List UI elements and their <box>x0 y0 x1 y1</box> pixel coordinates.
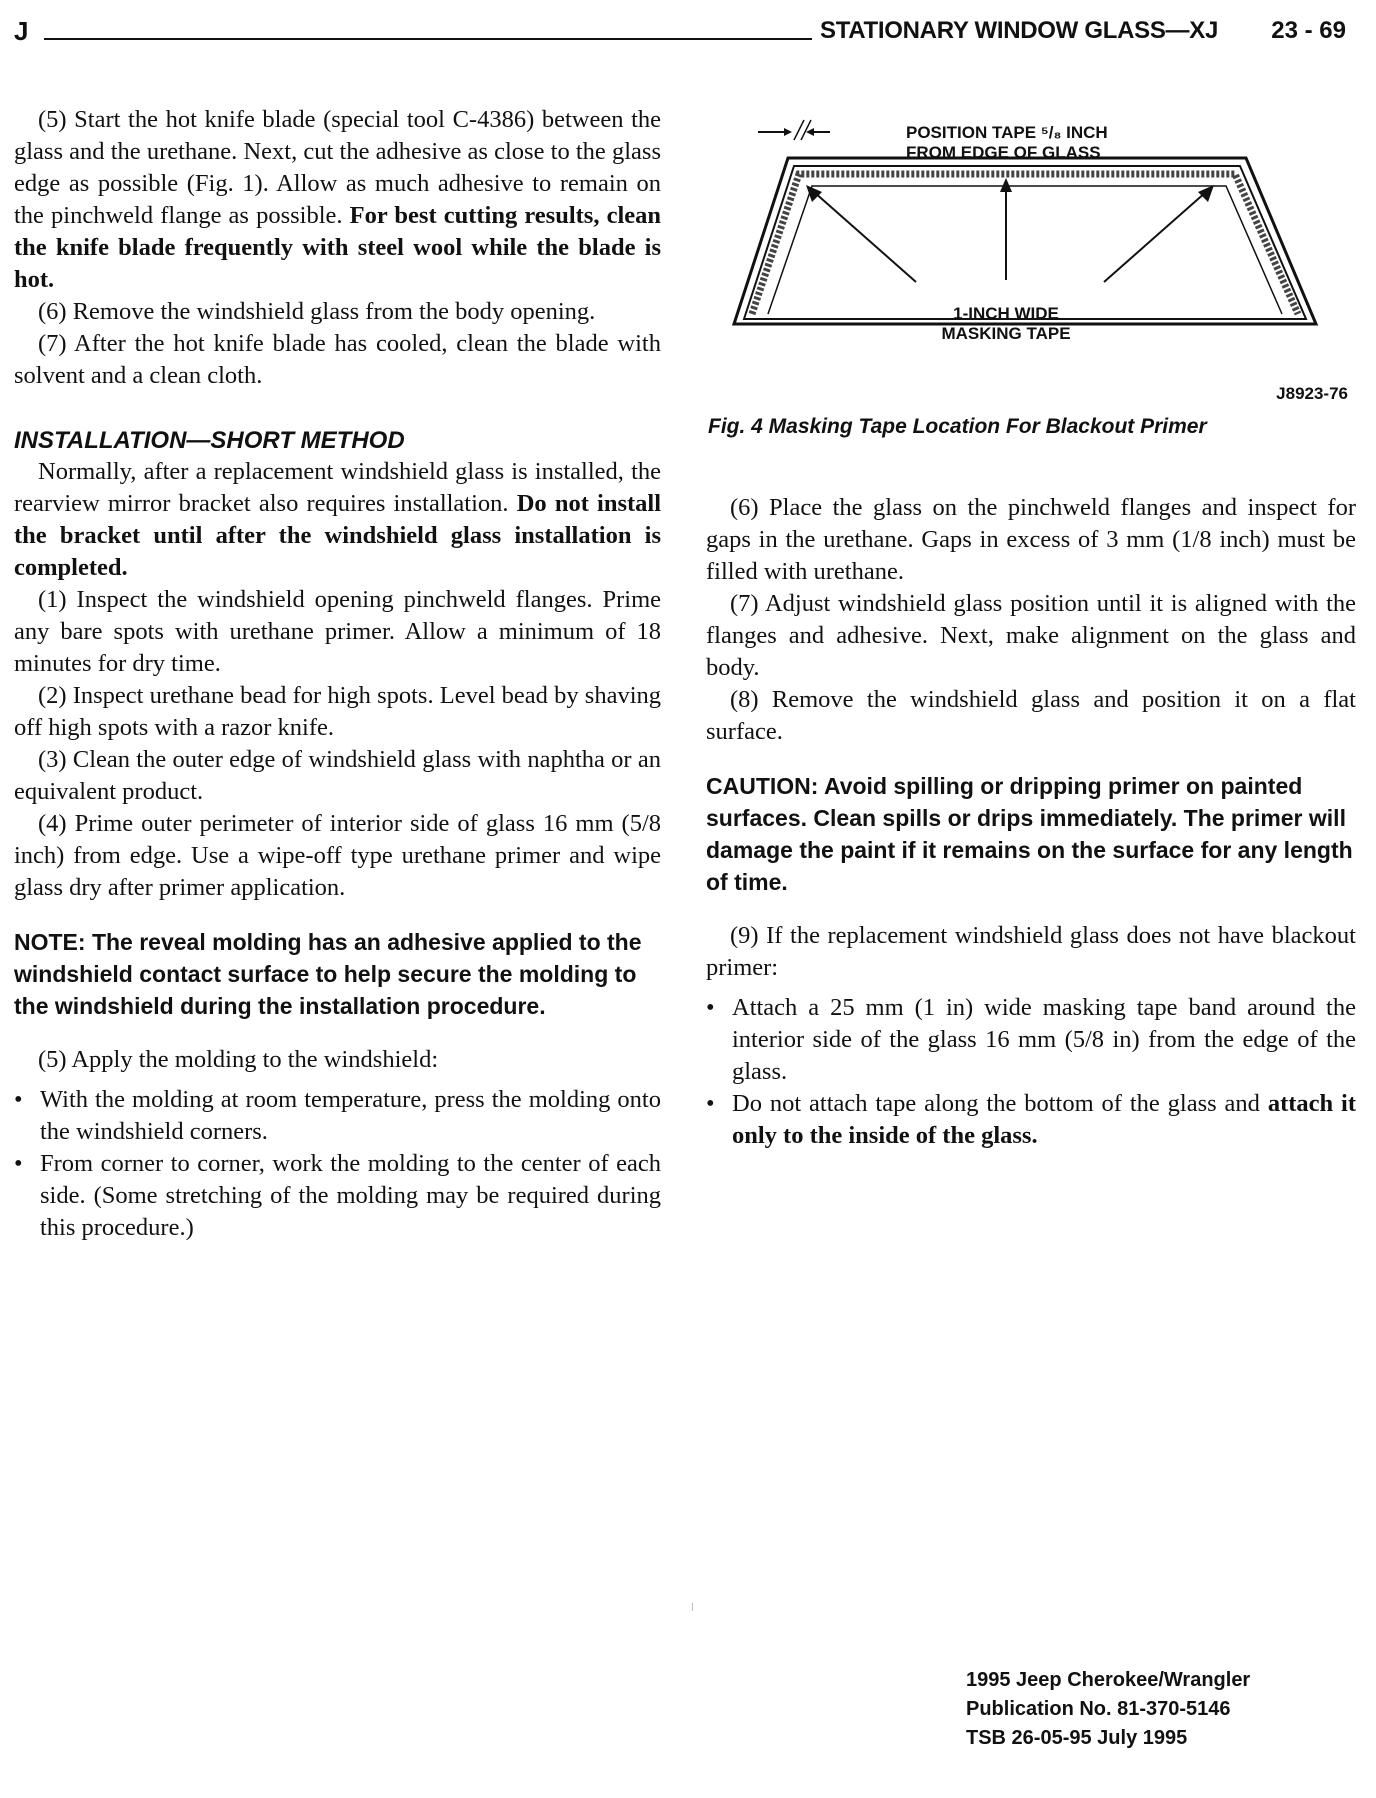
glass-outline <box>734 158 1316 324</box>
leader-arrow-right <box>1198 185 1214 202</box>
scan-mark <box>692 1603 693 1611</box>
step-8-install: (8) Remove the windshield glass and position it on a flat surface. <box>706 686 1356 745</box>
masking-tape-band <box>752 174 1298 314</box>
bullet-mark: • <box>14 1150 23 1177</box>
bullet-text: From corner to corner, work the molding to the center of each side. (Some stretching of the molding may be required during this procedure.) <box>40 1150 661 1241</box>
list-item <box>706 1088 1356 1152</box>
page-header <box>14 12 1354 48</box>
bullet-text: Attach a 25 mm (1 in) wide masking tape band around the interior side of the glass 16 mm (5/8 in) from the edge of the glass. <box>732 994 1356 1085</box>
footer-vehicle: 1995 Jeep Cherokee/Wrangler <box>966 1669 1251 1691</box>
bullet-mark: • <box>14 1086 23 1113</box>
leader-line-left <box>814 192 916 282</box>
glass-inner-edge <box>744 166 1306 319</box>
step-4-install: (4) Prime outer perimeter of interior side of glass 16 mm (5/8 inch) from edge. Use a wipe-off type urethane primer and wipe glass dry after primer application. <box>14 810 661 901</box>
dimension-arrow-left <box>784 128 792 136</box>
leader-arrow-center <box>1000 178 1012 192</box>
section-heading: INSTALLATION—SHORT METHOD <box>14 427 405 454</box>
caution-block: CAUTION: Avoid spilling or dripping primer on painted surfaces. Clean spills or drips immediately. The primer will damage the paint if it remains on the surface for any length of time. <box>706 773 1353 895</box>
step-9-install: (9) If the replacement windshield glass does not have blackout primer: <box>706 922 1356 981</box>
leader-arrow-left <box>806 185 822 202</box>
note-block: NOTE: The reveal molding has an adhesive applied to the windshield contact surface to help secure the molding to the windshield during the installation procedure. <box>14 929 642 1019</box>
left-column <box>14 104 661 1244</box>
bullet-mark: • <box>706 994 715 1021</box>
bullet-text-plain: Do not attach tape along the bottom of the glass and <box>732 1090 1260 1117</box>
masking-label-line-1: 1-INCH WIDE <box>953 304 1059 323</box>
masking-tape-label <box>906 304 1106 344</box>
section-title: STATIONARY WINDOW GLASS—XJ <box>820 17 1218 44</box>
figure-masking-tape <box>706 112 1356 457</box>
step-5-removal <box>14 104 661 296</box>
bullet-mark: • <box>706 1090 715 1117</box>
list-item <box>14 1148 661 1244</box>
step-5-text: (5) Start the hot knife blade (special tool C-4386) between the glass and the urethane. Next, cut the adhesive as close to the glass edge as possible (Fig. 1). Allow as much adhesive to remain on the pinchweld flange as possible. <box>14 106 661 229</box>
step-6-install: (6) Place the glass on the pinchweld flanges and inspect for gaps in the urethane. Gaps in excess of 3 mm (1/8 inch) must be filled with urethane. <box>706 494 1356 585</box>
masking-label-line-2: MASKING TAPE <box>941 324 1071 343</box>
step-5-emphasis: For best cutting results, clean the knife blade frequently with steel wool while the blade is hot. <box>14 202 661 293</box>
right-column <box>706 492 1356 1152</box>
list-item <box>706 992 1356 1088</box>
figure-caption: Fig. 4 Masking Tape Location For Blackout Primer <box>708 415 1207 438</box>
intro-emphasis: Do not install the bracket until after the windshield glass installation is completed. <box>14 490 662 581</box>
step-5-install: (5) Apply the molding to the windshield: <box>38 1046 439 1073</box>
figure-id: J8923-76 <box>1276 384 1348 403</box>
bullet-text: With the molding at room temperature, press the molding onto the windshield corners. <box>40 1086 661 1145</box>
footer-publication: Publication No. 81-370-5146 <box>966 1698 1231 1720</box>
page-number: 23 - 69 <box>1271 17 1346 44</box>
publication-footer <box>966 1666 1250 1753</box>
leader-line-right <box>1104 192 1206 282</box>
position-label-line-2: FROM EDGE OF GLASS <box>906 143 1101 162</box>
footer-tsb: TSB 26-05-95 July 1995 <box>966 1727 1188 1749</box>
tape-inner-edge <box>768 186 1282 314</box>
step-3-install: (3) Clean the outer edge of windshield glass with naphtha or an equivalent product. <box>14 746 661 805</box>
step-6-removal: (6) Remove the windshield glass from the body opening. <box>38 298 596 325</box>
bullet-text <box>732 1088 1356 1152</box>
position-label-line-1: POSITION TAPE ⁵/₈ INCH <box>906 123 1108 142</box>
bullet-text-emphasis: attach it only to the inside of the glass. <box>732 1090 1356 1149</box>
list-item <box>14 1084 661 1148</box>
section-letter: J <box>14 16 29 46</box>
step-7-install: (7) Adjust windshield glass position until it is aligned with the flanges and adhesive. Next, make alignment on the glass and body. <box>706 590 1356 681</box>
position-tape-label <box>906 123 1108 163</box>
step-1-install: (1) Inspect the windshield opening pinchweld flanges. Prime any bare spots with urethane primer. Allow a minimum of 18 minutes for dry time. <box>14 586 661 677</box>
step-2-install: (2) Inspect urethane bead for high spots. Level bead by shaving off high spots with a razor knife. <box>14 682 661 741</box>
header-rule <box>44 38 812 40</box>
intro-paragraph <box>14 456 661 584</box>
intro-text: Normally, after a replacement windshield glass is installed, the rearview mirror bracket also requires installation. <box>14 458 661 517</box>
step-7-removal: (7) After the hot knife blade has cooled, clean the blade with solvent and a clean cloth. <box>14 330 661 389</box>
